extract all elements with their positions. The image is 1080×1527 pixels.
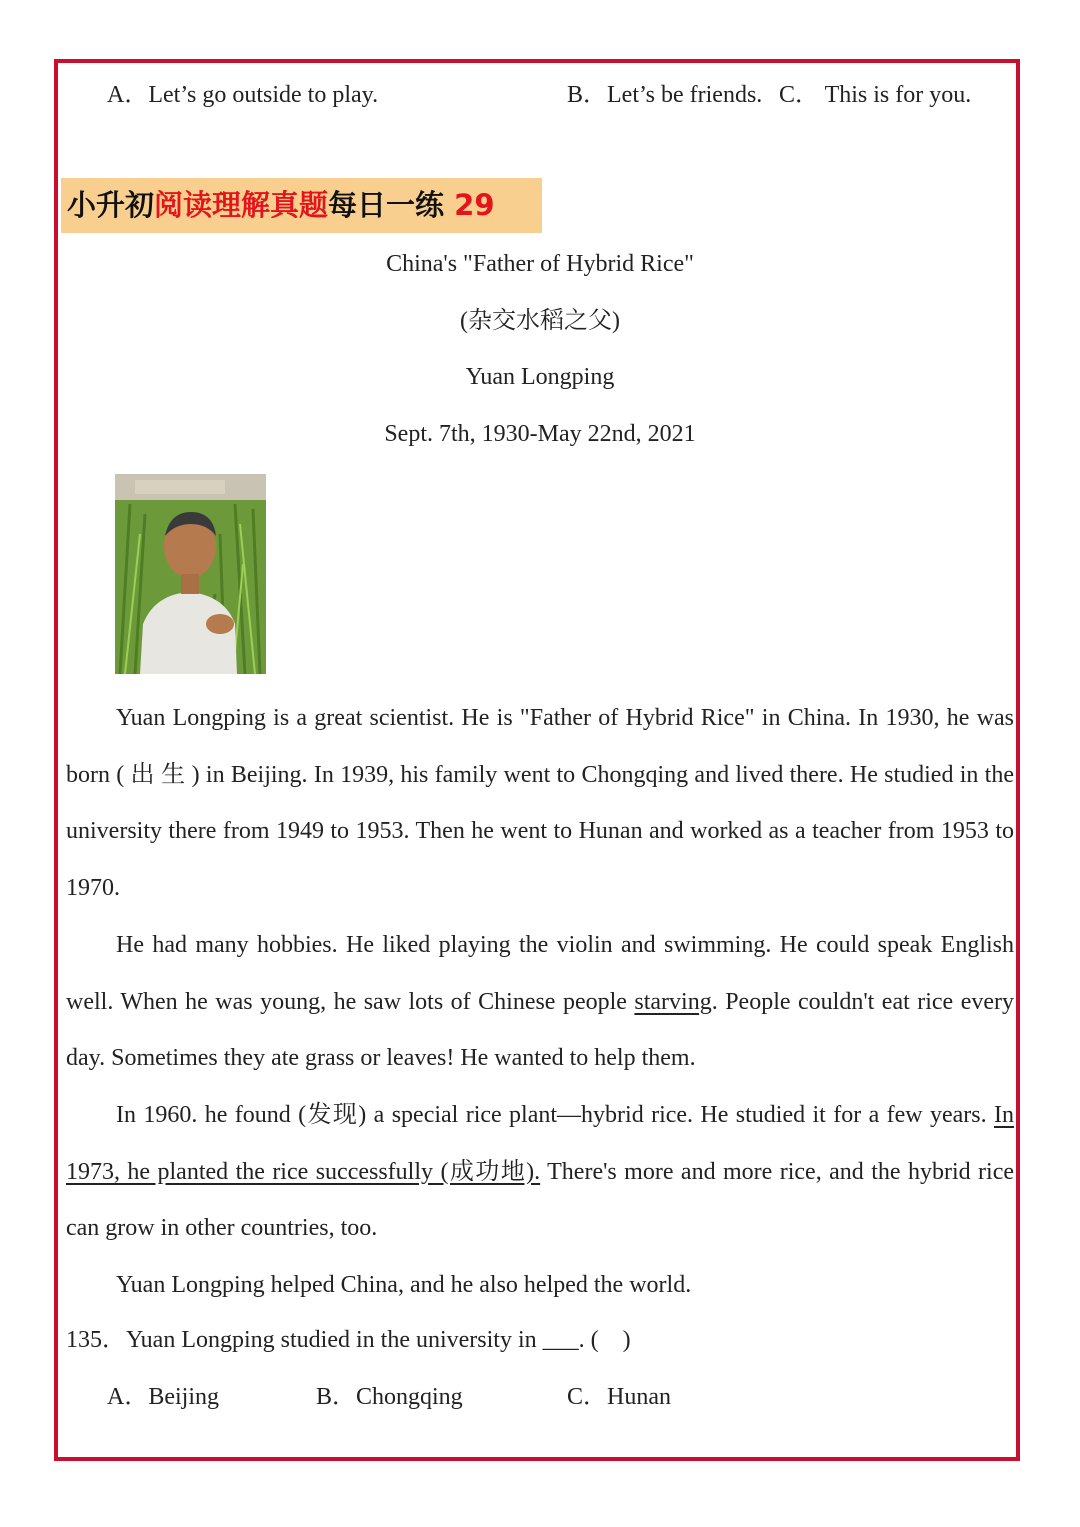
passage-title: China's "Father of Hybrid Rice" <box>386 251 694 277</box>
paragraph-2-text-b: . People couldn't eat rice every day. Sometimes they ate grass or leaves! He wanted to help them. <box>66 988 1014 1072</box>
option-c-prev: C． This is for you. <box>779 82 972 108</box>
paragraph-3 <box>66 1087 1014 1257</box>
passage <box>66 690 1014 1314</box>
paragraph-3-text-b: There's more and more rice, and the hybrid rice can grow in other countries, too. <box>66 1158 1015 1242</box>
option-c: C．Hunan <box>567 1384 671 1410</box>
paragraph-2 <box>66 917 1014 1087</box>
life-dates: Sept. 7th, 1930-May 22nd, 2021 <box>384 421 696 447</box>
paragraph-1: Yuan Longping is a great scientist. He is "Father of Hybrid Rice" in China. In 1930, he was born ( 出 生 ) in Beijing. In 1939, his family went to Chongqing and lived there. He studied in the university there from 1949 to 1953. Then he went to Hunan and worked as a teacher from 1953 to 1970. <box>66 705 1014 902</box>
option-a: A．Beijing <box>107 1384 219 1410</box>
paragraph-2-text-a: He had many hobbies. He liked playing the violin and swimming. He could speak English well. When he was young, he saw lots of Chinese people <box>66 931 1014 1015</box>
banner-prefix: 小升初 <box>67 188 155 222</box>
option-b-prev: B．Let’s be friends. <box>567 82 763 108</box>
paragraph-3-text-a: In 1960. he found (发现) a special rice plant—hybrid rice. He studied it for a few years. <box>116 1101 994 1128</box>
paragraph-4: Yuan Longping helped China, and he also helped the world. <box>116 1272 692 1299</box>
banner-number: 29 <box>454 188 495 222</box>
underlined-word: starving <box>634 988 712 1015</box>
banner-highlight: 阅读理解真题 <box>154 188 329 222</box>
portrait-photo <box>115 474 266 674</box>
question-135: 135．Yuan Longping studied in the university in ___. ( ) <box>66 1327 631 1353</box>
passage-title-chinese: (杂交水稻之父) <box>460 308 620 334</box>
option-b: B．Chongqing <box>316 1384 463 1410</box>
option-a-prev: A．Let’s go outside to play. <box>107 82 379 108</box>
banner-suffix: 每日一练 <box>328 188 445 222</box>
section-banner <box>61 178 542 233</box>
person-name: Yuan Longping <box>465 364 615 390</box>
underlined-sentence: In 1973, he planted the rice successfully (成功地). <box>66 1101 1014 1185</box>
